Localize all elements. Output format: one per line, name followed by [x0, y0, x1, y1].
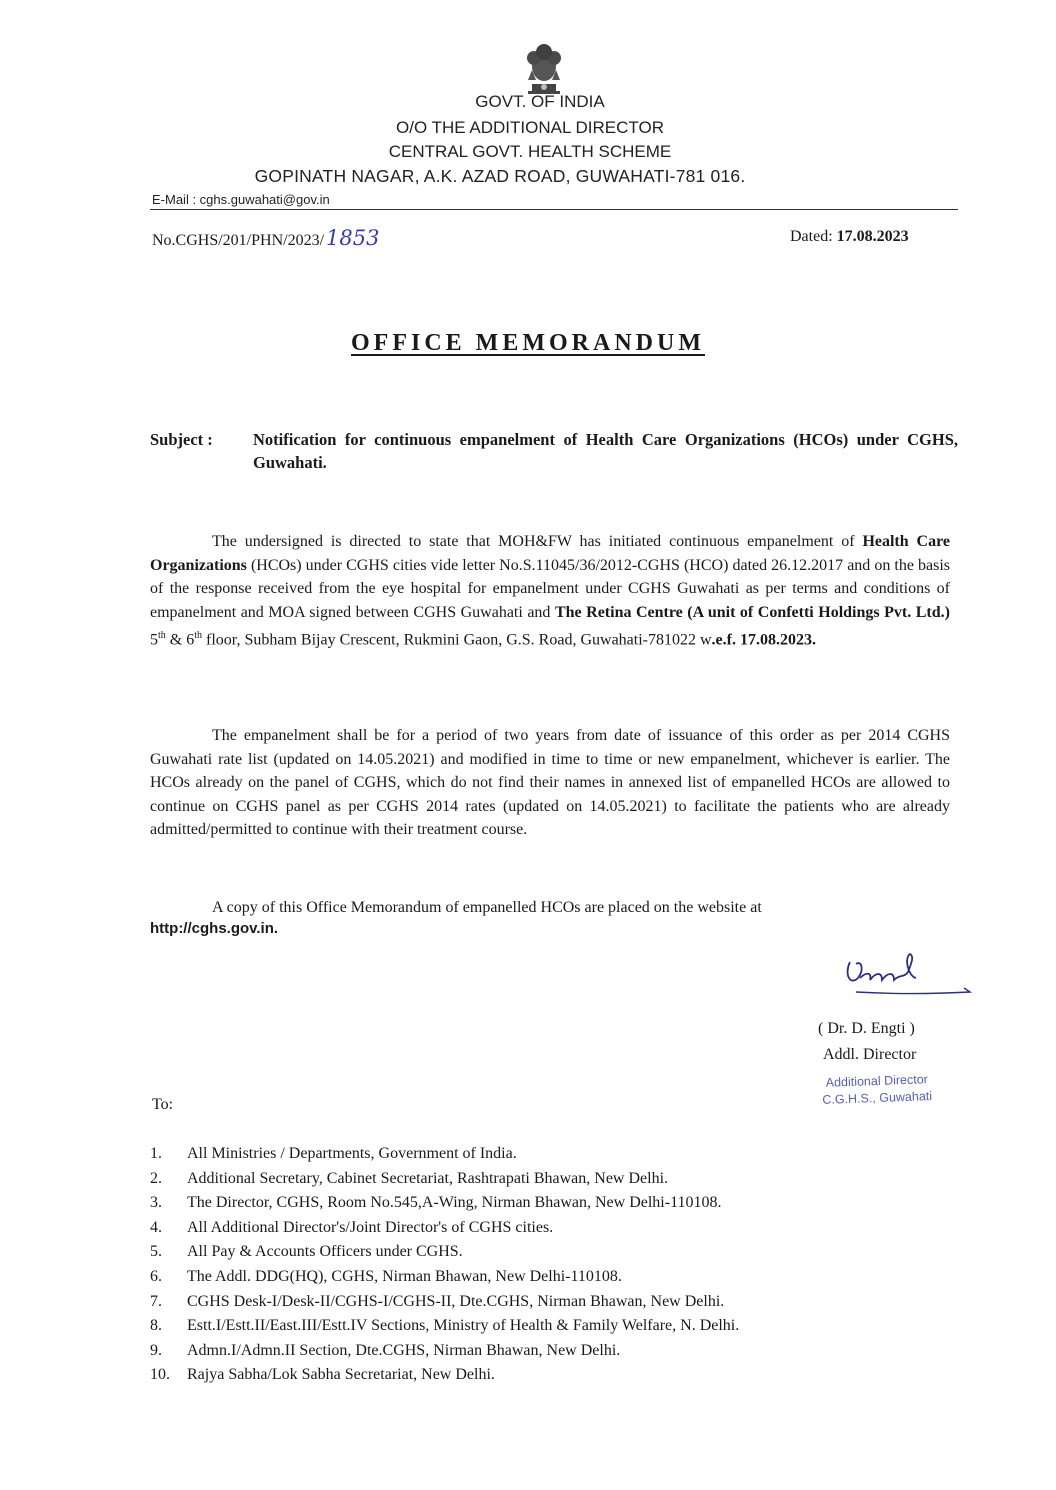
- reference-handwritten-number: 1853: [326, 226, 380, 250]
- recipient-text: Admn.I/Admn.II Section, Dte.CGHS, Nirman Bhawan, New Delhi.: [187, 1341, 621, 1359]
- recipient-item: [150, 1240, 739, 1265]
- memo-title: OFFICE MEMORANDUM: [351, 330, 705, 356]
- recipient-number: 9.: [150, 1341, 162, 1359]
- recipient-list: [150, 1142, 739, 1388]
- recipient-number: 8.: [150, 1317, 162, 1335]
- recipient-text: Additional Secretary, Cabinet Secretariat, Rashtrapati Bhawan, New Delhi.: [187, 1169, 669, 1187]
- recipient-number: 6.: [150, 1267, 162, 1285]
- p1-sup-th-1: th: [158, 630, 166, 642]
- signature-scrawl: [842, 942, 977, 1004]
- recipient-text: All Additional Director's/Joint Director's of CGHS cities.: [187, 1218, 554, 1236]
- recipient-text: The Director, CGHS, Room No.545,A-Wing, Nirman Bhawan, New Delhi-110108.: [187, 1194, 722, 1212]
- recipient-number: 7.: [150, 1292, 162, 1310]
- signatory-designation: Addl. Director: [823, 1046, 917, 1063]
- p1-effective-date-bold: .e.f. 17.08.2023.: [711, 631, 816, 649]
- header-divider: [150, 209, 958, 210]
- recipient-text: All Pay & Accounts Officers under CGHS.: [187, 1243, 463, 1261]
- recipient-text: Rajya Sabha/Lok Sabha Secretariat, New Delhi.: [187, 1366, 495, 1384]
- recipient-text: Estt.I/Estt.II/East.III/Estt.IV Sections, Ministry of Health & Family Welfare, N. Delhi.: [187, 1317, 740, 1335]
- paragraph-1: [150, 530, 950, 652]
- p1-text-f: floor, Subham Bijay Crescent, Rukmini Gaon, G.S. Road, Guwahati-781022 w: [202, 631, 712, 649]
- recipient-item: [150, 1265, 739, 1290]
- header-office: O/O THE ADDITIONAL DIRECTOR: [396, 118, 664, 137]
- recipient-number: 10.: [150, 1366, 170, 1384]
- recipient-item: [150, 1167, 739, 1192]
- date-value: 17.08.2023: [836, 228, 909, 245]
- paragraph-2: The empanelment shall be for a period of two years from date of issuance of this order as per 2014 CGHS Guwahati rate list (updated on 14.05.2021) and modified in time to time or new empanelment, whichever is earlier. The HCOs already on the panel of CGHS, which do not find their names in annexed list of empanelled HCOs are allowed to continue on CGHS panel as per CGHS 2014 rates (updated on 14.05.2021) to facilitate the patients who are already admitted/permitted to continue with their treatment course.: [150, 727, 950, 839]
- p1-floor-6: & 6: [165, 631, 195, 649]
- to-label: To:: [152, 1096, 174, 1113]
- recipient-number: 4.: [150, 1218, 162, 1236]
- stamp-line-1: Additional Director: [825, 1072, 929, 1090]
- date-line: [790, 228, 909, 246]
- subject-label: Subject :: [150, 430, 213, 449]
- recipient-item: [150, 1191, 739, 1216]
- official-stamp: [821, 1071, 932, 1109]
- recipient-number: 5.: [150, 1243, 162, 1261]
- recipient-number: 1.: [150, 1145, 162, 1162]
- header-address: GOPINATH NAGAR, A.K. AZAD ROAD, GUWAHATI-781 016.: [254, 166, 746, 186]
- recipient-text: The Addl. DDG(HQ), CGHS, Nirman Bhawan, New Delhi-110108.: [187, 1267, 622, 1285]
- recipient-text: All Ministries / Departments, Government of India.: [187, 1145, 517, 1162]
- p1-sup-th-2: th: [194, 630, 203, 642]
- recipient-number: 2.: [150, 1169, 162, 1187]
- signatory-name: ( Dr. D. Engti ): [818, 1020, 915, 1037]
- p1-floor-5: 5: [150, 631, 158, 649]
- signatory-block: [818, 1016, 916, 1068]
- header-email: E-Mail : cghs.guwahati@gov.in: [152, 192, 330, 207]
- date-label: Dated:: [790, 228, 833, 245]
- p1-text-a: The undersigned is directed to state that MOH&FW has initiated continuous empanelment of: [212, 533, 863, 550]
- recipient-item: [150, 1339, 739, 1364]
- website-link[interactable]: http://cghs.gov.in.: [150, 920, 279, 937]
- reference-prefix: No.CGHS/201/PHN/2023/: [152, 232, 325, 249]
- recipient-text: CGHS Desk-I/Desk-II/CGHS-I/CGHS-II, Dte.CGHS, Nirman Bhawan, New Delhi.: [187, 1292, 725, 1310]
- recipient-item: [150, 1216, 739, 1241]
- p1-hco-bold: Health Care Organizations: [150, 533, 951, 574]
- recipient-item: [150, 1363, 739, 1388]
- subject-text: Notification for continuous empanelment of Health Care Organizations (HCOs) under CGHS, Guwahati.: [253, 430, 958, 472]
- stamp-line-2: C.G.H.S., Guwahati: [822, 1089, 933, 1107]
- recipient-item: [150, 1290, 739, 1315]
- p1-retina-centre-bold: The Retina Centre (A unit of Confetti Holdings Pvt. Ltd.): [554, 603, 950, 621]
- recipient-number: 3.: [150, 1194, 162, 1212]
- state-emblem-icon: [518, 40, 570, 96]
- reference-number: [152, 226, 379, 250]
- header-govt: GOVT. OF INDIA: [475, 92, 605, 111]
- recipient-item: [150, 1142, 739, 1167]
- header-scheme: CENTRAL GOVT. HEALTH SCHEME: [388, 142, 672, 161]
- p1-text-c: (HCOs) under CGHS cities vide letter No.S.11045/36/2012-CGHS (HCO) dated 26.12.2017 and on the basis of the response received from the eye hospital for empanelment under CGHS Guwahati as per terms and conditions of empanelment and MOA signed between CGHS Guwahati and: [150, 556, 950, 621]
- paragraph-3: A copy of this Office Memorandum of empanelled HCOs are placed on the website at: [212, 899, 762, 916]
- recipient-item: [150, 1314, 739, 1339]
